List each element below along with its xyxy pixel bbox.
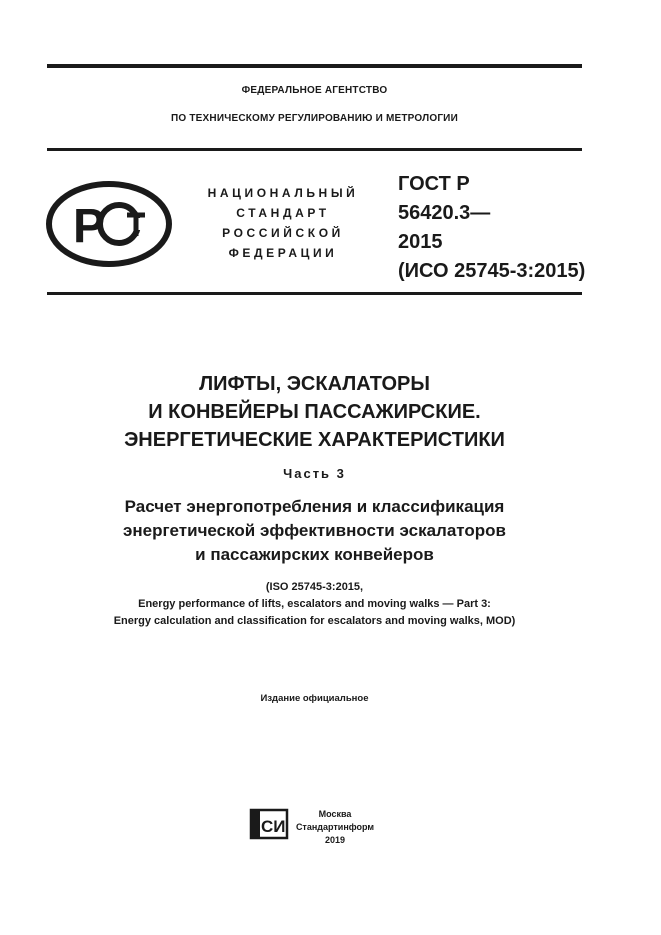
iso-reference xyxy=(47,579,582,630)
standard-designation xyxy=(398,170,585,286)
header-rule xyxy=(47,148,582,151)
standard-type xyxy=(192,183,374,263)
title-line-3: ЭНЕРГЕТИЧЕСКИЕ ХАРАКТЕРИСТИКИ xyxy=(124,429,505,451)
publisher-city: Москва xyxy=(318,809,352,819)
part-label: Часть 3 xyxy=(283,466,346,481)
title-line-1: ЛИФТЫ, ЭСКАЛАТОРЫ xyxy=(199,373,430,395)
agency-line-1: ФЕДЕРАЛЬНОЕ АГЕНТСТВО xyxy=(241,85,388,96)
top-rule xyxy=(47,64,582,68)
publisher-info xyxy=(295,808,375,847)
iso-line-2: Energy performance of lifts, escalators and moving walks — Part 3: xyxy=(138,598,491,610)
svg-text:Р: Р xyxy=(73,200,106,253)
subtitle-line-1: Расчет энергопотребления и классификация xyxy=(124,497,505,516)
designation-line-2: 56420.3— xyxy=(398,202,491,224)
agency-line-2: ПО ТЕХНИЧЕСКОМУ РЕГУЛИРОВАНИЮ И МЕТРОЛОГИИ xyxy=(171,113,458,124)
document-subtitle xyxy=(47,495,582,567)
svg-text:СИ: СИ xyxy=(261,817,286,836)
publisher-year: 2019 xyxy=(324,835,346,845)
document-title xyxy=(47,370,582,454)
standard-type-line-3: РОССИЙСКОЙ xyxy=(222,226,344,240)
subtitle-line-2: энергетической эффективности эскалаторов xyxy=(122,521,506,540)
subtitle-line-3: и пассажирских конвейеров xyxy=(195,545,434,564)
standard-type-line-2: СТАНДАРТ xyxy=(236,206,330,220)
publisher-name: Стандартинформ xyxy=(295,822,375,832)
designation-line-3: 2015 xyxy=(398,231,443,253)
gost-r-certification-mark-icon xyxy=(45,180,173,268)
standard-type-line-4: ФЕДЕРАЦИИ xyxy=(228,246,338,260)
edition-label: Издание официальное xyxy=(260,693,369,704)
iso-line-3: Energy calculation and classification for escalators and moving walks, MOD) xyxy=(113,615,516,627)
iso-line-1: (ISO 25745-3:2015, xyxy=(265,581,364,593)
standartinform-logo-icon xyxy=(249,808,289,840)
header-bottom-rule xyxy=(47,292,582,295)
designation-line-1: ГОСТ Р xyxy=(398,173,470,195)
standard-type-line-1: НАЦИОНАЛЬНЫЙ xyxy=(207,186,359,200)
title-line-2: И КОНВЕЙЕРЫ ПАССАЖИРСКИЕ. xyxy=(148,401,481,423)
designation-line-4: (ИСО 25745-3:2015) xyxy=(398,260,586,282)
